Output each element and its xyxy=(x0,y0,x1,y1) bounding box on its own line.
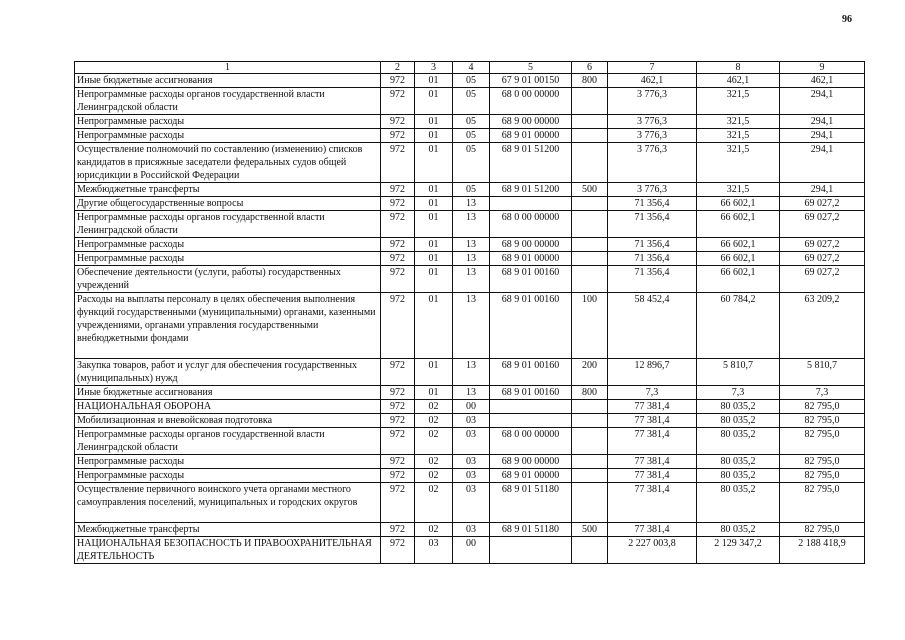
subsection-code-cell: 03 xyxy=(453,523,490,537)
header-cell: 8 xyxy=(697,62,780,74)
amount-year-2-cell: 2 129 347,2 xyxy=(697,537,780,564)
amount-year-3-cell: 82 795,0 xyxy=(780,400,865,414)
ministry-code-cell: 972 xyxy=(381,183,415,197)
subsection-code-cell: 03 xyxy=(453,414,490,428)
amount-year-1-cell: 77 381,4 xyxy=(608,428,697,455)
ministry-code-cell: 972 xyxy=(381,469,415,483)
target-article-code-cell: 68 9 01 00160 xyxy=(490,293,572,359)
item-name-cell: Другие общегосударственные вопросы xyxy=(75,197,381,211)
amount-year-2-cell: 80 035,2 xyxy=(697,469,780,483)
target-article-code-cell: 68 9 01 00000 xyxy=(490,252,572,266)
ministry-code-cell: 972 xyxy=(381,400,415,414)
expense-type-code-cell xyxy=(572,469,608,483)
section-code-cell: 02 xyxy=(415,469,453,483)
table-row xyxy=(75,211,865,238)
section-code-cell: 01 xyxy=(415,143,453,183)
ministry-code-cell: 972 xyxy=(381,88,415,115)
section-code-cell: 01 xyxy=(415,266,453,293)
target-article-code-cell: 68 9 01 00000 xyxy=(490,129,572,143)
table-row xyxy=(75,129,865,143)
table-row xyxy=(75,293,865,359)
amount-year-2-cell: 321,5 xyxy=(697,183,780,197)
item-name-cell: НАЦИОНАЛЬНАЯ БЕЗОПАСНОСТЬ И ПРАВООХРАНИТЕЛЬНАЯ ДЕЯТЕЛЬНОСТЬ xyxy=(75,537,381,564)
subsection-code-cell: 03 xyxy=(453,469,490,483)
page-number: 96 xyxy=(842,14,852,25)
amount-year-2-cell: 80 035,2 xyxy=(697,483,780,523)
amount-year-1-cell: 77 381,4 xyxy=(608,455,697,469)
amount-year-3-cell: 69 027,2 xyxy=(780,211,865,238)
header-cell: 6 xyxy=(572,62,608,74)
expense-type-code-cell xyxy=(572,414,608,428)
subsection-code-cell: 00 xyxy=(453,400,490,414)
item-name-cell: НАЦИОНАЛЬНАЯ ОБОРОНА xyxy=(75,400,381,414)
subsection-code-cell: 05 xyxy=(453,115,490,129)
amount-year-2-cell: 462,1 xyxy=(697,74,780,88)
amount-year-3-cell: 294,1 xyxy=(780,183,865,197)
item-name-cell: Расходы на выплаты персоналу в целях обеспечения выполнения функций государственными (муниципальными) органами, казенными учреждениями, органами управления государственными внебюджетными фондами xyxy=(75,293,381,359)
expense-type-code-cell xyxy=(572,266,608,293)
section-code-cell: 01 xyxy=(415,252,453,266)
amount-year-3-cell: 82 795,0 xyxy=(780,455,865,469)
subsection-code-cell: 05 xyxy=(453,143,490,183)
target-article-code-cell: 68 9 00 00000 xyxy=(490,115,572,129)
amount-year-3-cell: 82 795,0 xyxy=(780,469,865,483)
target-article-code-cell: 68 0 00 00000 xyxy=(490,428,572,455)
target-article-code-cell: 68 9 01 00160 xyxy=(490,359,572,386)
section-code-cell: 01 xyxy=(415,238,453,252)
expense-type-code-cell xyxy=(572,252,608,266)
section-code-cell: 01 xyxy=(415,359,453,386)
section-code-cell: 01 xyxy=(415,88,453,115)
item-name-cell: Непрограммные расходы xyxy=(75,115,381,129)
expense-type-code-cell: 800 xyxy=(572,74,608,88)
amount-year-3-cell: 63 209,2 xyxy=(780,293,865,359)
item-name-cell: Непрограммные расходы xyxy=(75,455,381,469)
target-article-code-cell: 68 9 01 00160 xyxy=(490,266,572,293)
amount-year-1-cell: 71 356,4 xyxy=(608,266,697,293)
section-code-cell: 01 xyxy=(415,115,453,129)
target-article-code-cell xyxy=(490,537,572,564)
amount-year-1-cell: 2 227 003,8 xyxy=(608,537,697,564)
amount-year-1-cell: 7,3 xyxy=(608,386,697,400)
expense-type-code-cell xyxy=(572,238,608,252)
expense-type-code-cell xyxy=(572,129,608,143)
subsection-code-cell: 13 xyxy=(453,386,490,400)
expense-type-code-cell: 200 xyxy=(572,359,608,386)
amount-year-3-cell: 82 795,0 xyxy=(780,483,865,523)
header-row xyxy=(75,62,865,74)
amount-year-2-cell: 80 035,2 xyxy=(697,455,780,469)
expense-type-code-cell: 500 xyxy=(572,183,608,197)
amount-year-3-cell: 7,3 xyxy=(780,386,865,400)
amount-year-2-cell: 321,5 xyxy=(697,115,780,129)
item-name-cell: Закупка товаров, работ и услуг для обеспечения государственных (муниципальных) нужд xyxy=(75,359,381,386)
section-code-cell: 02 xyxy=(415,428,453,455)
table-row xyxy=(75,183,865,197)
ministry-code-cell: 972 xyxy=(381,523,415,537)
amount-year-1-cell: 77 381,4 xyxy=(608,469,697,483)
section-code-cell: 02 xyxy=(415,483,453,523)
section-code-cell: 02 xyxy=(415,414,453,428)
ministry-code-cell: 972 xyxy=(381,359,415,386)
target-article-code-cell: 68 9 01 00000 xyxy=(490,469,572,483)
subsection-code-cell: 05 xyxy=(453,183,490,197)
section-code-cell: 01 xyxy=(415,386,453,400)
expense-type-code-cell: 500 xyxy=(572,523,608,537)
item-name-cell: Обеспечение деятельности (услуги, работы) государственных учреждений xyxy=(75,266,381,293)
target-article-code-cell: 68 9 01 51180 xyxy=(490,523,572,537)
amount-year-2-cell: 80 035,2 xyxy=(697,523,780,537)
subsection-code-cell: 13 xyxy=(453,252,490,266)
expense-type-code-cell xyxy=(572,537,608,564)
item-name-cell: Непрограммные расходы органов государственной власти Ленинградской области xyxy=(75,428,381,455)
amount-year-3-cell: 82 795,0 xyxy=(780,523,865,537)
amount-year-1-cell: 3 776,3 xyxy=(608,115,697,129)
item-name-cell: Непрограммные расходы xyxy=(75,238,381,252)
ministry-code-cell: 972 xyxy=(381,115,415,129)
item-name-cell: Непрограммные расходы органов государственной власти Ленинградской области xyxy=(75,211,381,238)
table-row xyxy=(75,414,865,428)
ministry-code-cell: 972 xyxy=(381,386,415,400)
amount-year-2-cell: 5 810,7 xyxy=(697,359,780,386)
section-code-cell: 01 xyxy=(415,183,453,197)
amount-year-3-cell: 82 795,0 xyxy=(780,428,865,455)
table-row xyxy=(75,252,865,266)
amount-year-3-cell: 294,1 xyxy=(780,115,865,129)
table-row xyxy=(75,537,865,564)
amount-year-3-cell: 69 027,2 xyxy=(780,266,865,293)
amount-year-3-cell: 294,1 xyxy=(780,88,865,115)
header-cell: 3 xyxy=(415,62,453,74)
subsection-code-cell: 13 xyxy=(453,359,490,386)
expense-type-code-cell xyxy=(572,88,608,115)
amount-year-3-cell: 69 027,2 xyxy=(780,238,865,252)
subsection-code-cell: 13 xyxy=(453,293,490,359)
table-row xyxy=(75,238,865,252)
target-article-code-cell: 68 9 00 00000 xyxy=(490,238,572,252)
subsection-code-cell: 05 xyxy=(453,74,490,88)
expense-type-code-cell: 800 xyxy=(572,386,608,400)
table-row xyxy=(75,359,865,386)
table-row xyxy=(75,455,865,469)
amount-year-1-cell: 77 381,4 xyxy=(608,523,697,537)
target-article-code-cell: 68 9 01 51180 xyxy=(490,483,572,523)
subsection-code-cell: 13 xyxy=(453,266,490,293)
expense-type-code-cell xyxy=(572,428,608,455)
item-name-cell: Иные бюджетные ассигнования xyxy=(75,74,381,88)
ministry-code-cell: 972 xyxy=(381,455,415,469)
ministry-code-cell: 972 xyxy=(381,252,415,266)
target-article-code-cell: 67 9 01 00150 xyxy=(490,74,572,88)
target-article-code-cell: 68 0 00 00000 xyxy=(490,211,572,238)
amount-year-2-cell: 321,5 xyxy=(697,143,780,183)
subsection-code-cell: 05 xyxy=(453,129,490,143)
amount-year-1-cell: 462,1 xyxy=(608,74,697,88)
amount-year-3-cell: 69 027,2 xyxy=(780,197,865,211)
section-code-cell: 01 xyxy=(415,74,453,88)
amount-year-2-cell: 80 035,2 xyxy=(697,414,780,428)
target-article-code-cell: 68 9 01 51200 xyxy=(490,183,572,197)
target-article-code-cell: 68 9 01 51200 xyxy=(490,143,572,183)
section-code-cell: 03 xyxy=(415,537,453,564)
expense-type-code-cell xyxy=(572,455,608,469)
amount-year-1-cell: 3 776,3 xyxy=(608,88,697,115)
table-row xyxy=(75,523,865,537)
subsection-code-cell: 03 xyxy=(453,428,490,455)
table-row xyxy=(75,88,865,115)
item-name-cell: Иные бюджетные ассигнования xyxy=(75,386,381,400)
ministry-code-cell: 972 xyxy=(381,238,415,252)
ministry-code-cell: 972 xyxy=(381,74,415,88)
amount-year-1-cell: 77 381,4 xyxy=(608,483,697,523)
header-cell: 4 xyxy=(453,62,490,74)
ministry-code-cell: 972 xyxy=(381,129,415,143)
amount-year-2-cell: 66 602,1 xyxy=(697,252,780,266)
amount-year-3-cell: 462,1 xyxy=(780,74,865,88)
subsection-code-cell: 13 xyxy=(453,197,490,211)
table-row xyxy=(75,400,865,414)
subsection-code-cell: 05 xyxy=(453,88,490,115)
section-code-cell: 02 xyxy=(415,455,453,469)
amount-year-2-cell: 66 602,1 xyxy=(697,266,780,293)
section-code-cell: 01 xyxy=(415,197,453,211)
section-code-cell: 02 xyxy=(415,523,453,537)
amount-year-2-cell: 321,5 xyxy=(697,88,780,115)
amount-year-2-cell: 80 035,2 xyxy=(697,400,780,414)
header-cell: 5 xyxy=(490,62,572,74)
ministry-code-cell: 972 xyxy=(381,483,415,523)
expense-type-code-cell xyxy=(572,211,608,238)
amount-year-1-cell: 58 452,4 xyxy=(608,293,697,359)
expense-type-code-cell xyxy=(572,115,608,129)
item-name-cell: Осуществление первичного воинского учета органами местного самоуправления поселений, муниципальных и городских округов xyxy=(75,483,381,523)
subsection-code-cell: 03 xyxy=(453,455,490,469)
subsection-code-cell: 13 xyxy=(453,238,490,252)
header-cell: 9 xyxy=(780,62,865,74)
table-row xyxy=(75,469,865,483)
item-name-cell: Мобилизационная и вневойсковая подготовка xyxy=(75,414,381,428)
section-code-cell: 01 xyxy=(415,211,453,238)
amount-year-2-cell: 60 784,2 xyxy=(697,293,780,359)
amount-year-2-cell: 66 602,1 xyxy=(697,238,780,252)
amount-year-3-cell: 82 795,0 xyxy=(780,414,865,428)
amount-year-2-cell: 321,5 xyxy=(697,129,780,143)
expense-type-code-cell: 100 xyxy=(572,293,608,359)
amount-year-3-cell: 294,1 xyxy=(780,129,865,143)
amount-year-1-cell: 3 776,3 xyxy=(608,183,697,197)
header-cell: 7 xyxy=(608,62,697,74)
amount-year-1-cell: 71 356,4 xyxy=(608,238,697,252)
table-row xyxy=(75,115,865,129)
item-name-cell: Непрограммные расходы xyxy=(75,129,381,143)
item-name-cell: Межбюджетные трансферты xyxy=(75,183,381,197)
amount-year-1-cell: 12 896,7 xyxy=(608,359,697,386)
amount-year-2-cell: 66 602,1 xyxy=(697,211,780,238)
amount-year-3-cell: 2 188 418,9 xyxy=(780,537,865,564)
expense-type-code-cell xyxy=(572,400,608,414)
amount-year-1-cell: 71 356,4 xyxy=(608,211,697,238)
amount-year-1-cell: 3 776,3 xyxy=(608,143,697,183)
budget-table xyxy=(74,61,865,564)
table-row xyxy=(75,483,865,523)
section-code-cell: 01 xyxy=(415,293,453,359)
expense-type-code-cell xyxy=(572,197,608,211)
item-name-cell: Непрограммные расходы xyxy=(75,252,381,266)
section-code-cell: 02 xyxy=(415,400,453,414)
ministry-code-cell: 972 xyxy=(381,414,415,428)
item-name-cell: Межбюджетные трансферты xyxy=(75,523,381,537)
item-name-cell: Непрограммные расходы xyxy=(75,469,381,483)
item-name-cell: Осуществление полномочий по составлению (изменению) списков кандидатов в присяжные заседатели федеральных судов общей юрисдикции в Российской Федерации xyxy=(75,143,381,183)
ministry-code-cell: 972 xyxy=(381,537,415,564)
table-row xyxy=(75,74,865,88)
table-row xyxy=(75,386,865,400)
subsection-code-cell: 00 xyxy=(453,537,490,564)
ministry-code-cell: 972 xyxy=(381,143,415,183)
amount-year-2-cell: 66 602,1 xyxy=(697,197,780,211)
section-code-cell: 01 xyxy=(415,129,453,143)
ministry-code-cell: 972 xyxy=(381,197,415,211)
amount-year-1-cell: 3 776,3 xyxy=(608,129,697,143)
amount-year-1-cell: 71 356,4 xyxy=(608,252,697,266)
amount-year-1-cell: 71 356,4 xyxy=(608,197,697,211)
amount-year-3-cell: 69 027,2 xyxy=(780,252,865,266)
ministry-code-cell: 972 xyxy=(381,428,415,455)
table-row xyxy=(75,266,865,293)
target-article-code-cell: 68 9 01 00160 xyxy=(490,386,572,400)
target-article-code-cell: 68 0 00 00000 xyxy=(490,88,572,115)
amount-year-1-cell: 77 381,4 xyxy=(608,414,697,428)
table-row xyxy=(75,143,865,183)
subsection-code-cell: 03 xyxy=(453,483,490,523)
amount-year-3-cell: 294,1 xyxy=(780,143,865,183)
header-cell: 2 xyxy=(381,62,415,74)
ministry-code-cell: 972 xyxy=(381,211,415,238)
subsection-code-cell: 13 xyxy=(453,211,490,238)
target-article-code-cell xyxy=(490,414,572,428)
target-article-code-cell xyxy=(490,400,572,414)
expense-type-code-cell xyxy=(572,143,608,183)
item-name-cell: Непрограммные расходы органов государственной власти Ленинградской области xyxy=(75,88,381,115)
table-body xyxy=(75,74,865,564)
target-article-code-cell: 68 9 00 00000 xyxy=(490,455,572,469)
header-cell: 1 xyxy=(75,62,381,74)
ministry-code-cell: 972 xyxy=(381,293,415,359)
table-row xyxy=(75,428,865,455)
amount-year-2-cell: 7,3 xyxy=(697,386,780,400)
ministry-code-cell: 972 xyxy=(381,266,415,293)
table-row xyxy=(75,197,865,211)
amount-year-3-cell: 5 810,7 xyxy=(780,359,865,386)
amount-year-2-cell: 80 035,2 xyxy=(697,428,780,455)
amount-year-1-cell: 77 381,4 xyxy=(608,400,697,414)
target-article-code-cell xyxy=(490,197,572,211)
expense-type-code-cell xyxy=(572,483,608,523)
